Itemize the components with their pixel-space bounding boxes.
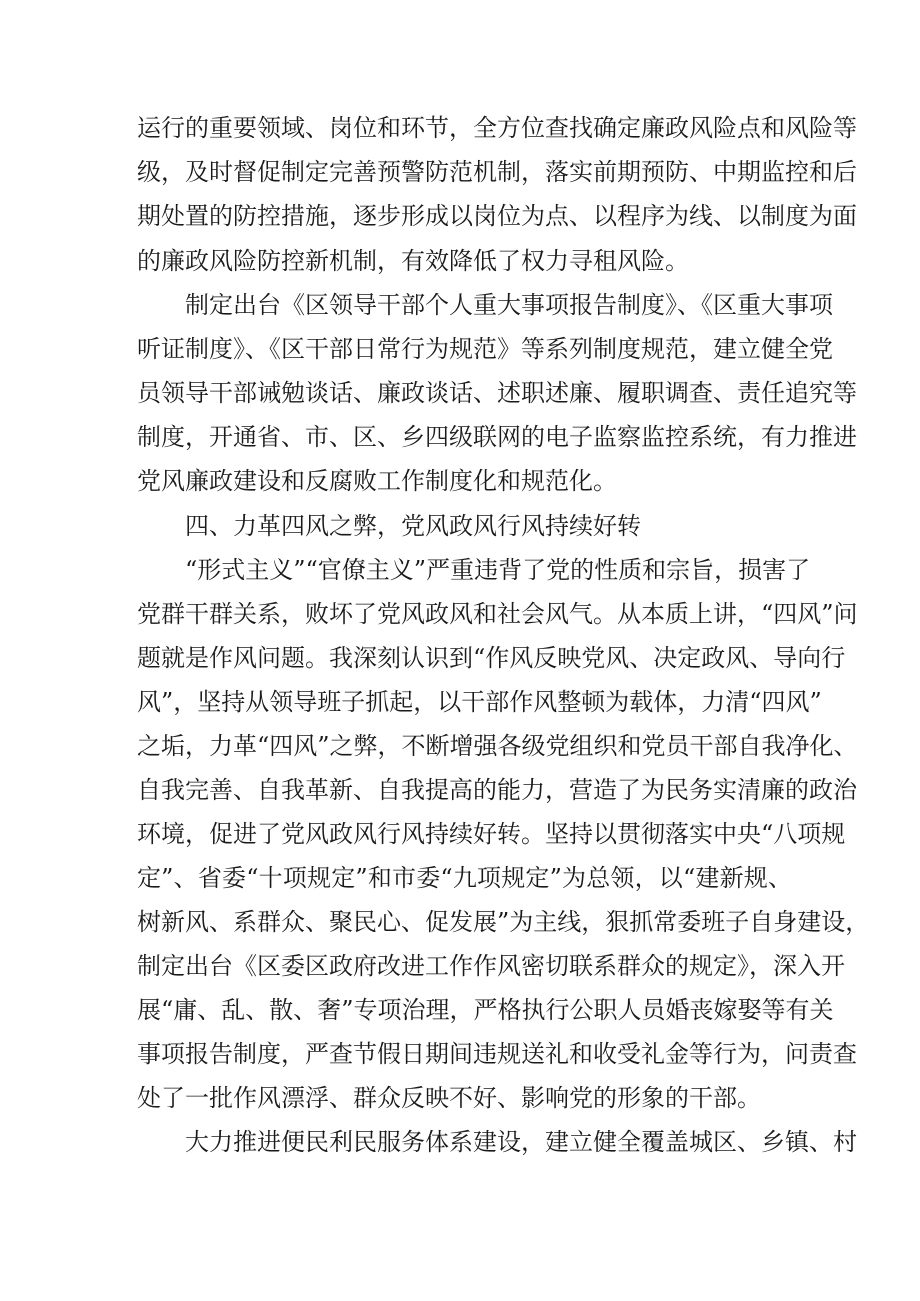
text-line: 事项报告制度，严查节假日期间违规送礼和收受礼金等行为，问责查: [137, 1040, 857, 1068]
text-line: 员领导干部诫勉谈话、廉政谈话、述职述廉、履职调查、责任追究等: [137, 379, 857, 407]
text-line: 听证制度》、《区干部日常行为规范》等系列制度规范，建立健全党: [137, 335, 833, 363]
paragraph-start-line: 大力推进便民利民服务体系建设，建立健全覆盖城区、乡镇、村: [185, 1128, 857, 1156]
paragraph-start-line: “形式主义”“官僚主义”严重违背了党的性质和宗旨，损害了: [185, 556, 811, 584]
text-line: 运行的重要领域、岗位和环节，全方位查找确定廉政风险点和风险等: [137, 114, 857, 142]
paragraph-start-line: 制定出台《区领导干部个人重大事项报告制度》、《区重大事项: [185, 291, 833, 319]
text-line: 环境，促进了党风政风行风持续好转。坚持以贯彻落实中央“八项规: [137, 820, 846, 848]
text-line: 制定出台《区委区政府改进工作作风密切联系群众的规定》，深入开: [137, 952, 845, 980]
section-heading: 四、力革四风之弊，党风政风行风持续好转: [185, 512, 641, 540]
text-line: 制度，开通省、市、区、乡四级联网的电子监察监控系统，有力推进: [137, 423, 857, 451]
text-line: 定”、省委“十项规定”和市委“九项规定”为总领，以“建新规、: [137, 864, 792, 892]
text-line: 处了一批作风漂浮、群众反映不好、影响党的形象的干部。: [137, 1084, 761, 1112]
text-line: 之垢，力革“四风”之弊，不断增强各级党组织和党员干部自我净化、: [137, 732, 858, 760]
text-line: 党群干群关系，败坏了党风政风和社会风气。从本质上讲，“四风”问: [137, 600, 858, 628]
text-line: 级，及时督促制定完善预警防范机制，落实前期预防、中期监控和后: [137, 158, 857, 186]
text-line: 自我完善、自我革新、自我提高的能力，营造了为民务实清廉的政治: [137, 776, 857, 804]
text-line: 期处置的防控措施，逐步形成以岗位为点、以程序为线、以制度为面: [137, 202, 857, 230]
text-line: 党风廉政建设和反腐败工作制度化和规范化。: [137, 467, 617, 495]
text-line: 题就是作风问题。我深刻认识到“作风反映党风、决定政风、导向行: [137, 644, 846, 672]
text-line: 的廉政风险防控新机制，有效降低了权力寻租风险。: [137, 247, 689, 275]
text-line: 树新风、系群众、聚民心、促发展”为主线，狠抓常委班子自身建设，: [137, 908, 870, 936]
text-line: 风”，坚持从领导班子抓起，以干部作风整顿为载体，力清“四风”: [137, 688, 822, 716]
text-line: 展“庸、乱、散、奢”专项治理，严格执行公职人员婚丧嫁娶等有关: [137, 996, 834, 1024]
